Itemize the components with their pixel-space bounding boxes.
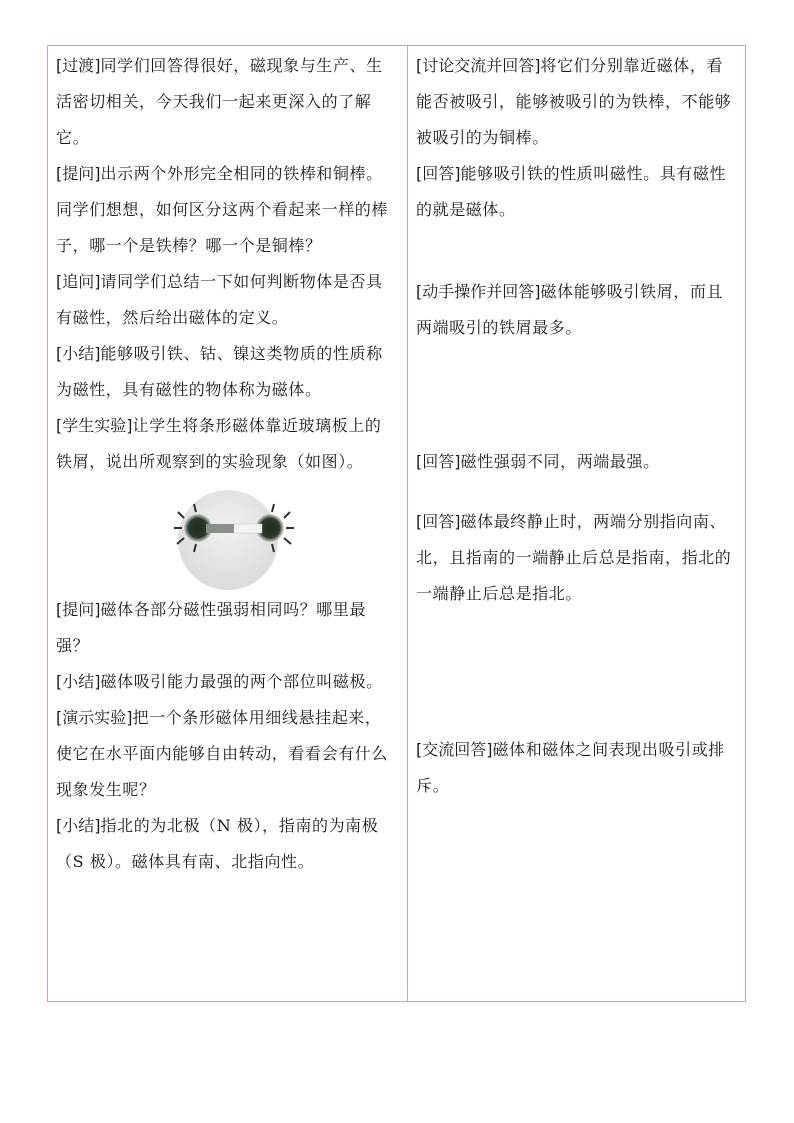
tag-label: [动手操作并回答] bbox=[416, 282, 541, 301]
paragraph-text: 能够吸引铁、钴、镍这类物质的性质称为磁性，具有磁性的物体称为磁体。 bbox=[56, 344, 383, 399]
answer-magnetism bbox=[416, 156, 738, 228]
tag-label: [交流回答] bbox=[416, 740, 493, 759]
paragraph-text: 磁体各部分磁性强弱相同吗？哪里最强？ bbox=[56, 600, 367, 655]
paragraph-text: 将它们分别靠近磁体，看能否被吸引，能够被吸引的为铁棒，不能够被吸引的为铜棒。 bbox=[416, 56, 732, 147]
paragraph-text: 磁性强弱不同，两端最强。 bbox=[460, 452, 660, 471]
column-divider bbox=[407, 46, 408, 1001]
tag-label: [讨论交流并回答] bbox=[416, 56, 541, 75]
paragraph-text: 能够吸引铁的性质叫磁性。具有磁性的就是磁体。 bbox=[416, 164, 727, 219]
tag-label: [提问] bbox=[56, 164, 101, 183]
paragraph-transition bbox=[56, 48, 398, 156]
teacher-activity-column bbox=[56, 48, 398, 880]
paragraph-text: 磁体能够吸引铁屑，而且两端吸引的铁屑最多。 bbox=[416, 282, 724, 337]
answer-discussion bbox=[416, 48, 738, 156]
tag-label: [演示实验] bbox=[56, 708, 133, 727]
paragraph-demo-experiment bbox=[56, 700, 398, 808]
tag-label: [回答] bbox=[416, 512, 461, 531]
paragraph-text: 让学生将条形磁体靠近玻璃板上的铁屑，说出所观察到的实验现象（如图）。 bbox=[56, 416, 382, 471]
tag-label: [回答] bbox=[416, 452, 461, 471]
tag-label: [学生实验] bbox=[56, 416, 133, 435]
tag-label: [回答] bbox=[416, 164, 461, 183]
paragraph-text: 磁体最终静止时，两端分别指向南、北，且指南的一端静止后总是指南，指北的一端静止后总是指北。 bbox=[416, 512, 732, 603]
paragraph-text: 磁体吸引能力最强的两个部位叫磁极。 bbox=[100, 672, 383, 691]
tag-label: [提问] bbox=[56, 600, 101, 619]
paragraph-text: 指北的为北极（N 极），指南的为南极（S 极）。磁体具有南、北指向性。 bbox=[56, 816, 379, 871]
paragraph-student-experiment bbox=[56, 408, 398, 480]
paragraph-text: 把一个条形磁体用细线悬挂起来，使它在水平面内能够自由转动，看看会有什么现象发生呢？ bbox=[56, 708, 389, 799]
paragraph-question bbox=[56, 156, 398, 264]
paragraph-text: 磁体和磁体之间表现出吸引或排斥。 bbox=[416, 740, 725, 795]
paragraph-summary-2 bbox=[56, 664, 398, 700]
tag-label: [过渡] bbox=[56, 56, 101, 75]
tag-label: [小结] bbox=[56, 344, 101, 363]
tag-label: [追问] bbox=[56, 272, 101, 291]
tag-label: [小结] bbox=[56, 672, 101, 691]
answer-exchange bbox=[416, 732, 738, 804]
paragraph-summary bbox=[56, 336, 398, 408]
paragraph-question-2 bbox=[56, 592, 398, 664]
bar-magnet bbox=[206, 524, 262, 533]
answer-hands-on bbox=[416, 274, 738, 346]
bar-magnet-with-iron-filings-icon bbox=[56, 482, 398, 590]
tag-label: [小结] bbox=[56, 816, 101, 835]
answer-direction bbox=[416, 504, 738, 612]
magnet-figure bbox=[56, 482, 398, 590]
paragraph-follow-up bbox=[56, 264, 398, 336]
answer-poles bbox=[416, 444, 738, 480]
paragraph-text: 请同学们总结一下如何判断物体是否具有磁性，然后给出磁体的定义。 bbox=[56, 272, 383, 327]
paragraph-text: 同学们回答得很好，磁现象与生产、生活密切相关，今天我们一起来更深入的了解它。 bbox=[56, 56, 383, 147]
lesson-table bbox=[47, 45, 746, 1002]
paragraph-text: 出示两个外形完全相同的铁棒和铜棒。同学们想想，如何区分这两个看起来一样的棒子，哪一个是铁棒？哪一个是铜棒？ bbox=[56, 164, 389, 255]
paragraph-summary-3 bbox=[56, 808, 398, 880]
